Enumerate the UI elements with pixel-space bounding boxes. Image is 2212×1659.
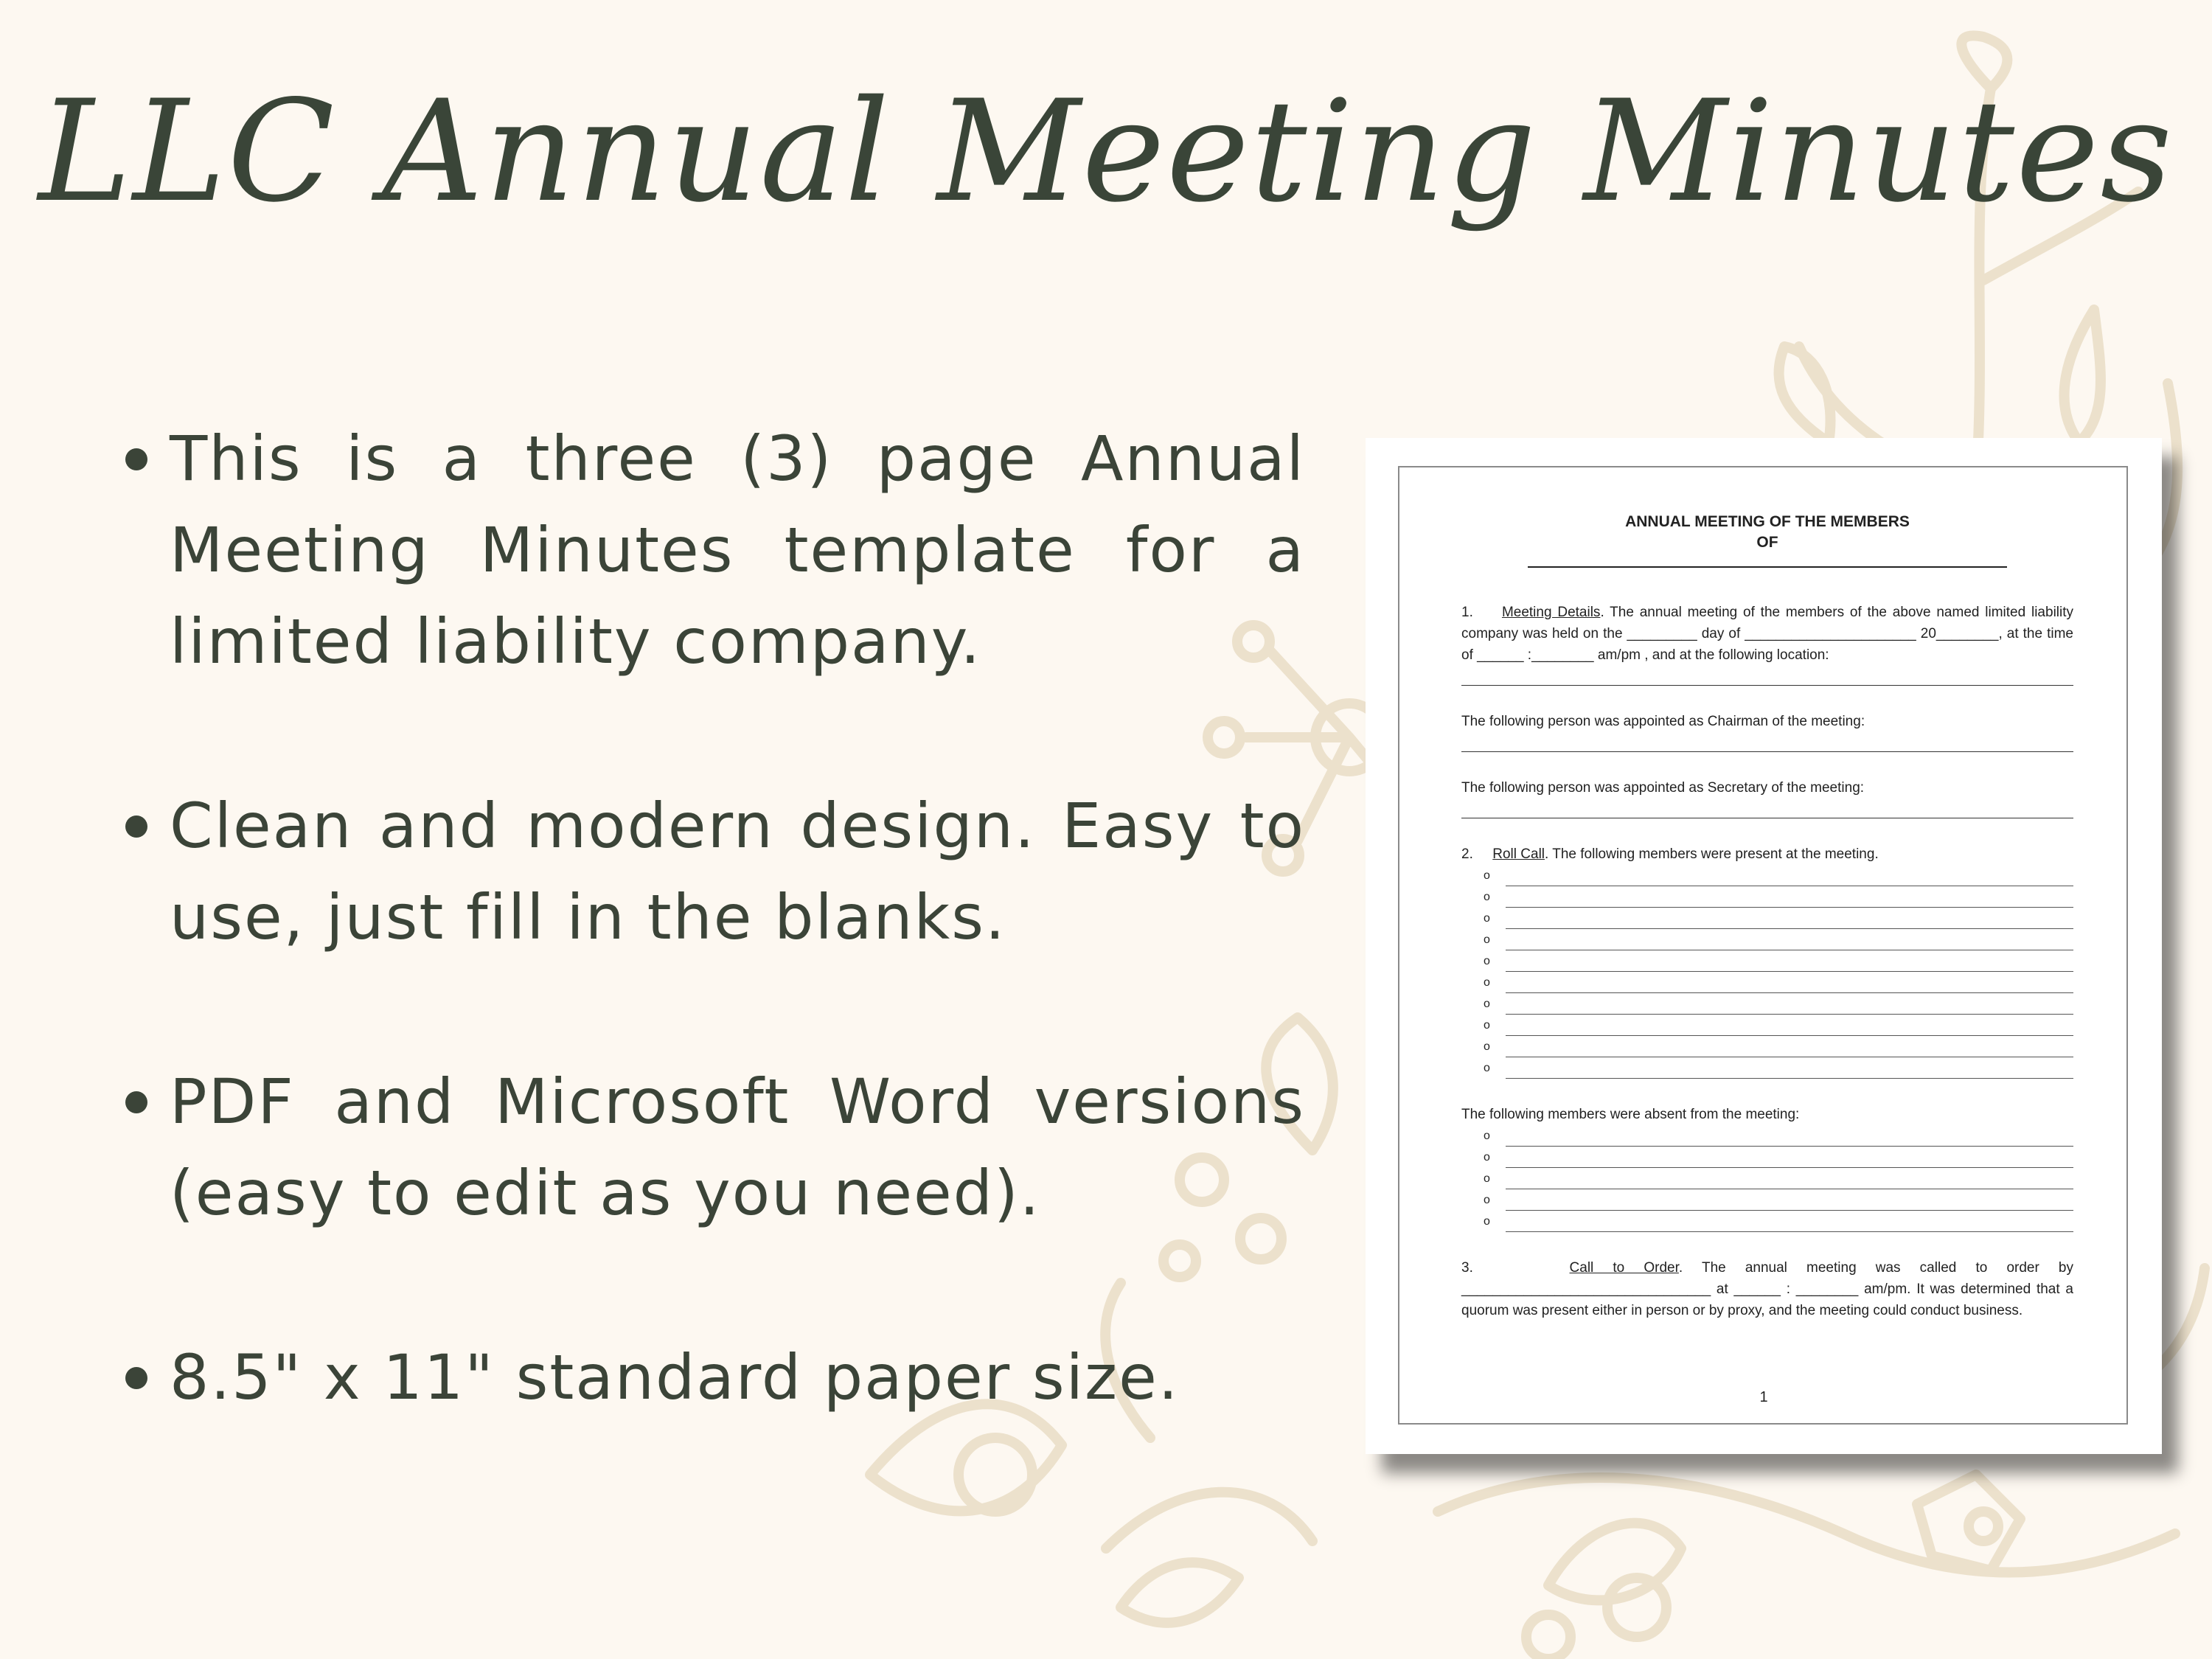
list-item: o (1461, 1168, 2073, 1189)
bullet-icon (125, 1091, 147, 1113)
feature-item (118, 413, 1305, 687)
list-item: o (1461, 1125, 2073, 1147)
list-item: o (1461, 1036, 2073, 1057)
feature-item (118, 1332, 1305, 1423)
secretary-label: The following person was appointed as Secretary of the meeting: (1461, 780, 1865, 796)
list-item: o (1461, 1189, 2073, 1211)
bullet-icon (125, 815, 147, 838)
location-blank (1461, 666, 2073, 686)
secretary-blank (1461, 799, 2073, 818)
section-roll-call: 2. Roll Call. The following members were present at the meeting. (1461, 846, 1879, 862)
bullet-icon (125, 1367, 147, 1389)
feature-item (118, 780, 1305, 963)
feature-text: PDF and Microsoft Word versions (easy to edit as you need). (170, 1065, 1305, 1229)
list-item: o (1461, 1015, 2073, 1036)
section-heading: Meeting Details (1501, 605, 1601, 620)
list-item: o (1461, 908, 2073, 929)
feature-text: 8.5" x 11" standard paper size. (170, 1341, 1180, 1413)
section-call-to-order: 3. Call to Order. The annual meeting was called to order by ________________________________ at ______ : ________ am/pm. It was determined that a quorum was present either in person or by proxy, and the meeting could conduct business. (1461, 1260, 2073, 1318)
page-title: LLC Annual Meeting Minutes (38, 70, 2174, 233)
feature-text: Clean and modern design. Easy to use, just fill in the blanks. (170, 790, 1305, 953)
list-item: o (1461, 1057, 2073, 1079)
section-heading: Call to Order (1569, 1260, 1679, 1276)
feature-item (118, 1056, 1305, 1239)
list-item: o (1461, 1147, 2073, 1168)
list-item: o (1461, 1211, 2073, 1232)
absent-members-list (1461, 1125, 2073, 1232)
present-members-list (1461, 865, 2073, 1079)
feature-text: This is a three (3) page Annual Meeting Minutes template for a limited liability company. (170, 422, 1305, 678)
chairman-label: The following person was appointed as Chairman of the meeting: (1461, 714, 1865, 729)
list-item: o (1461, 886, 2073, 908)
company-name-blank (1528, 566, 2007, 568)
document-body (1461, 512, 2073, 1321)
list-item: o (1461, 993, 2073, 1015)
chairman-blank (1461, 732, 2073, 752)
section-meeting-details: 1. Meeting Details. The annual meeting of the members of the above named limited liability company was held on the _________ day of ______________________ 20________, at the time of ______ :________ am/pm , and at the following location: (1461, 605, 2074, 663)
document-title: ANNUAL MEETING OF THE MEMBERS OF (1625, 513, 1910, 551)
list-item: o (1461, 929, 2073, 950)
list-item: o (1461, 972, 2073, 993)
list-item: o (1461, 865, 2073, 886)
section-heading: Roll Call (1492, 846, 1545, 862)
list-item: o (1461, 950, 2073, 972)
document-preview (1366, 438, 2162, 1454)
feature-list (118, 413, 1305, 1516)
page-number: 1 (1759, 1389, 1768, 1405)
absent-label: The following members were absent from the meeting: (1461, 1107, 1800, 1122)
bullet-icon (125, 448, 147, 470)
